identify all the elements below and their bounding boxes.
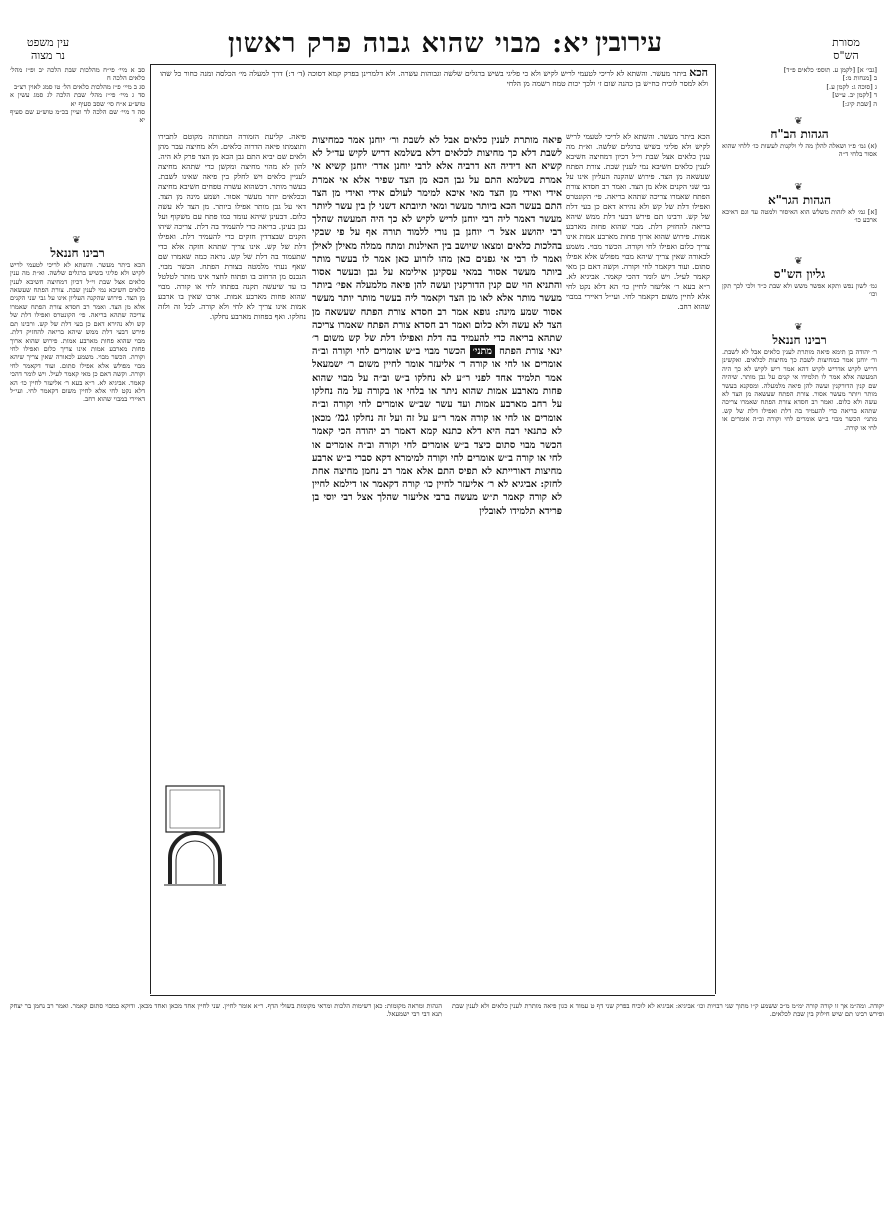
tosafot-line: קמא דסוכה (ד׳ ד:) דרך למעלה מי׳ הכלסה ומנה כחור כל שהו xyxy=(160,69,342,78)
tosafot-line: ולא למסר לוכיח כח״ש בן כהנה שום ז׳ ולכך יכות טמח רשמה מן הלחי xyxy=(506,79,708,88)
bottom-commentary-text: הגהות ומראה מקומות: כאן רשימות הלכות ומראי מקומות בשולי הדף. ר״א אומר לחיין. שני לחיין אחד מכאן ואחד מכאן. ודוקא במבוי סתום קאמר. ואמר רב נחמן בר יצחק תנא דבי רבי ישמעאל. xyxy=(10,1002,442,1019)
tosafot-text: הכא ביתר מעשר. והשתא לא לריכי לטעמי לריש לקיש ולא פליגי בשיש ברגלים שלשה. וא״ת מה ענין כלאים אצל שבת וי״ל דכיון דמחיצה חשיבא לענין כלאים חשיבא נמי לענין שבת. צורת הפתח שעשאה מן הצד. פירוש שהקנה העליון אינו על גבי שני הקנים אלא מן הצד. ואמר רב חסדא צורת הפתח שאמרו צריכה שתהא בריאה. פי׳ הקונטרס ואפילו דלת של קש ולא נהירא דאם כן בעי דלת של קש. ורבינו תם פירש דבעי דלת ממש שיהא בריאה להחזיק דלת. מבוי שהוא פחות מארבע אמות. פירוש שהוא ארוך פחות מארבע אמות אינו צריך כלום ואפילו לחי וקורה. הכשר מבוי. משמע לכאורה שאין צריך שיהא מבוי מפולש אלא אפילו סתום. ועוד דקאמר לחי וקורה. וקשה דאם כן מאי קאמר לעיל. ויש לומר דהכי קאמר. אביגיא לא. ר״א בעא ר׳ אליעזר לחיין כו׳ הא דלא נקט לחי אלא לחיין משום דקאמר לחי. ועי״ל דאיירי במבוי שהוא רחב. xyxy=(566,132,710,311)
tractate-title: עירובין xyxy=(595,28,662,58)
tosafot-dibur-hamatchil: הכא xyxy=(689,68,708,79)
ein-mishpat-entry: סה ד מיי׳ שם הלכה לד ועיין בכ״מ טוש״ע שם סעיף יא xyxy=(10,108,145,125)
commentary-margin-text: הכא ביתר מעשר. והשתא לא לריכי לטעמי לריש לקיש ולא פליגי בשיש ברגלים שלשה. וא״ת מה ענין כלאים אצל שבת וי״ל דכיון דמחיצה חשיבא לענין כלאים חשיבא נמי לענין שבת. צורת הפתח שעשאה מן הצד. פירוש שהקנה העליון אינו על גבי שני הקנים אלא מן הצד. ואמר רב חסדא צורת הפתח שאמרו צריכה שתהא בריאה. פי׳ הקונטרס ואפילו דלת של קש ולא נהירא דאם כן בעי דלת של קש. ורבינו תם פירש דבעי דלת ממש שיהא בריאה להחזיק דלת. מבוי שהוא פחות מארבע אמות. פירוש שהוא ארוך פחות מארבע אמות אינו צריך כלום ואפילו לחי וקורה. הכשר מבוי. משמע לכאורה שאין צריך שיהא מבוי מפולש אלא אפילו סתום. ועוד דקאמר לחי וקורה. וקשה דאם כן מאי קאמר לעיל. ויש לומר דהכי קאמר. אביגיא לא. ר״א בעא ר׳ אליעזר לחיין כו׳ הא דלא נקט לחי אלא לחיין משום דקאמר לחי. ועי״ל דאיירי במבוי שהוא רחב. xyxy=(10,260,145,404)
gilyon-hashas-heading: גליון הש"ס xyxy=(773,267,826,282)
ein-mishpat-entry: סד ג מיי׳ פי״ז מהל׳ שבת הלכה לג סמג עשין א טוש״ע א״ח סי׳ שסב סעיף יא xyxy=(10,91,145,108)
tosafot-column xyxy=(566,132,710,902)
masoret-entry: ב [מנחות מ:] xyxy=(842,74,877,83)
ein-mishpat-column xyxy=(10,66,145,996)
ornament-divider: ❦ xyxy=(794,182,805,194)
gemara-paragraph: אלא אי אמרת אידי ואידי מן הצד מאי איכא למימר לעולם אידי ואידי מן הצד התם בעשר הכא ביותר מעשר ומאי תיובתא דשני לן בין עשר ליותר מעשר דאמר ליה רבי יוחנן לריש לקיש לא כך היה המעשה שהלך רבי יהושע אצל ר׳ יוחנן בן נורי ללמוד תורה אף על פי שבקי בהלכות כלאים ומצאו שיושב בין האילנות ומתח ממלה מאילן לאילן ואמר לו רבי אי גפנים כאן מהו לזרוע כאן אמר לו בעשר מותר ביותר מעשר אסור במאי עסקינן אילימא על גבן ובעשר אסור והתניא xyxy=(312,174,562,292)
ornament-divider: ❦ xyxy=(72,234,83,246)
masoret-entry: ג [סוכה ג: לקמן ע.] xyxy=(826,82,877,91)
ein-mishpat-corner-label: עין משפט נר מצוה xyxy=(26,36,70,62)
bottom-commentary-left xyxy=(10,1002,442,1202)
gemara-column xyxy=(312,134,562,894)
tosafot-line: כי פליגי בשיש ברגלים שלשה וגבוהות עשרה. ולא דלמרינן בפרק xyxy=(343,69,529,78)
doorway-frame-inner xyxy=(170,790,220,828)
gemara-text: מכאן לא כתנאי רבה היא דלא כתנא קמא דאמר רב יהודה הכי קאמר הכשר מבוי סתום כיצד ב״ש אומרים לחי וקורה וב״ה אומרים או לחי או קורה ב״ש אומרים לחי וקורה למימרא דקא סברי ב״ש ארבע מחיצות דאורייתא לא תפיס התם אלא אמר רב נחמן מחיצה אחת xyxy=(312,413,562,478)
doorway-diagram xyxy=(160,772,230,892)
haggahot-bach-heading: הגהות הב"ח xyxy=(770,127,829,142)
page-title: יא: מבוי שהוא גבוה פרק ראשון xyxy=(228,28,590,59)
ein-mishpat-entry: סג ב מיי׳ פ״ז מהלכות כלאים הל׳ טו סמג לאוין רצ״ב xyxy=(14,82,145,91)
ornament-divider: ❦ xyxy=(794,256,805,268)
mishnah-text: הכשר מבוי ב״ש אומרים לחי וקורה וב״ה אומרים או לחי או קורה ר׳ אליעזר אומר לחיין משום ר׳ ישמעאל אמר תלמיד אחד לפני ר״ע לא נחלקו ב״ש וב״ה על מבוי שהוא פחות מארבע אמות שהוא ניתר או בלחי או בקורה על מה נחלקו על רחב מארבע אמות ועד עשר שב״ש אומרים לחי וקורה וב״ה אומרים או לחי או קורה אמר ר״ע על זה ועל זה נחלקו xyxy=(312,346,562,425)
bottom-section-rule xyxy=(150,995,715,996)
rabbeinu-chananel-text: ר׳ יהודה בן תימא פיאה מותרת לענין כלאים אבל לא לשבת. ור׳ יוחנן אמר כמחיצות לשבת כך מחיצות לכלאים. ואקשינן דריש לקיש אדריש לקיש דהא אמר ריש לקיש לא כך היה המעשה אלא אמר לו תלמידו אי קנים על גבן מותר. שיהיה שם קנין הדורקנין ועשה להן פיאה מלמעלה. ומסקנא בעשר מותר ויותר מעשר אסור. צורת הפתח שעשאה מן הצד לא עשה ולא כלום. ואמר רב חסדא צורת הפתח שאמרו צריכה שתהא בריאה כדי להעמיד בה דלת ואפילו דלת של קש. מתני׳ הכשר מבוי ב״ש אומרים לחי וקורה וב״ה אומרים או לחי או קורה. xyxy=(722,348,877,432)
bottom-commentary-right xyxy=(452,1002,884,1202)
mishnah-label: מתני׳ xyxy=(470,345,495,358)
haggahot-gra-heading: הגהות הגר"א xyxy=(767,193,832,208)
rabbeinu-chananel-heading: רבינו חננאל xyxy=(772,333,827,348)
gemara-paragraph: פיאה מותרת לענין כלאים אבל לא לשבת ור׳ יוחנן אמר כמחיצות לשבת דלא כך מחיצות לכלאים דלא בשלמא דריש לקיש עד״ל לא קשיא הא דידיה הא דרביה אלא לרבי יוחנן אדר׳ יוחנן קשיא אי אמרת בשלמא התם על גבן הכא מן הצד שפיר xyxy=(312,135,562,186)
ein-mishpat-entry: סב א מיי׳ פי״ח מהלכות שבת הלכה יב ופ״ז מהל׳ כלאים הלכה ח xyxy=(10,66,145,83)
haggahot-gra-text: [א] גמ׳ לא לזהות משלש הוא האיסור ולמטה עד וגם דאיכא ארבע כו׳ xyxy=(722,208,877,225)
header-rule xyxy=(150,64,715,65)
column-rule-right xyxy=(715,64,716,994)
doorway-diagram-svg xyxy=(160,772,230,892)
doorway-frame-top xyxy=(166,786,224,832)
masoret-corner-label: מסורת הש"ס xyxy=(832,36,860,62)
rashi-text: פיאה. קליעת הזמורה המתותה מקוטם לתבירו ותוצמתו פיאה הדרוה כלאים. ולא מחיצה עבר מהן ולאים שם יביא התם גבן הכא מן הצד פרק לא היה. להון לא מהוי מחיצה ומקשן כדי שתהא מחיצה לעניין כלאים ויש לחלק בין פיאה שאינו לשבת. בעשר מותר. דכשהוא עשרה טפחים חשיבא מחיצה ובכלאים יותר מעשר אסור. ושמע מינה מן הצד. דאי על גבן מותר אפילו ביותר. מן הצד לא עשה כלום. דבעינן שיהא עומד כמו פתח עם משקוף ועל גבן בעינן. בריאה כדי להעמיד בה דלת. צריכה שיהו הקנים שבצדדין חזקים כדי להעמיד דלת. ואפילו דלת של קש. אינו צריך שתהא חזקה אלא כדי שתעמוד בה דלת של קש. נראה כמה שאמרו שם שאף נעתי מלמטה בצורת הפתח. הכשר מבוי. הנכנס מן הרחוב בו ופתוח לחצר אינו מותר לטלטל בו עד שיעשה תקנה בפתחו לחי או קורה. מבוי שהוא פחות מארבע אמות. ארכו שאין בו ארבע אמות אינו צריך לא לחי ולא קורה. לכל זה ולזה נחלקו. ואף בפחות מארבע נחלקו. xyxy=(158,132,306,321)
masoret-entry: ה [שבת קיג:] xyxy=(842,99,877,108)
masoret-entry: ד [לקמן יב. ע״ש] xyxy=(832,91,877,100)
bottom-commentary-text: יקודה. ומה״מ אך זו קורה קורה ימ״מ מ״כ ששמע ק״ו מתוך שני רבויות וכו׳ אביגיא: אביגיא לא לוכיח בפרק שני דף ט עמוד א כגון פיאה מותרת לענין כלאים ולא לענין שבת ופירש רבינו תם שיש חילוק בין שבת לכלאים. xyxy=(452,1002,884,1019)
masoret-column xyxy=(722,66,877,996)
gilyon-hashas-text: גמ׳ לשון נפש ותקא אפשר משש ולא שבת כ״ד ולכי לכך תקן וכו׳ xyxy=(722,282,877,299)
haggahot-bach-text: (א) גמ׳ פ״ו ושאלה להלן מה לי ולקנות לעשות כו׳ ללחי שהוא אסור בלחי ד״ה xyxy=(722,142,877,159)
gemara-closing: לחזק: אביגיא לא ר׳ אליעזר לחיין כו׳ קורה דקאמר או דילמא לחיין לא קורה קאמר ת״ש מעשה ברבי אליעזר שהלך אצל רבי יוסי בן פרידא תלמידו לאובלין xyxy=(312,479,562,517)
ornament-divider: ❦ xyxy=(794,322,805,334)
commentary-heading: רבינו חננאל xyxy=(50,245,105,260)
tosafot-top-block xyxy=(160,68,708,130)
masoret-entry: [גבי׳ א] [לקמן ע. תוספ׳ כלאים פ״ד] xyxy=(783,66,877,74)
gemara-paragraph: הוי שם קנין הדורקנין ועשה להן פיאה מלמעלה אפי׳ ביותר מעשר מותר אלא לאו מן הצד וקאמר ליה בעשר מותר יותר מעשר אסור שמע מינה: גופא אמר רב חסדא צורת הפתח שעשאה מן הצד לא עשה ולא כלום ואמר רב חסדא צורת הפתח שאמרו צריכה שתהא בריאה כדי להעמיד בה דלת ואפילו דלת של קש משום ר׳ ינאי צורת הפתח xyxy=(312,280,562,358)
gemara-label: גמ׳ xyxy=(334,410,349,425)
arch-inner xyxy=(176,841,214,884)
ornament-divider: ❦ xyxy=(794,116,805,128)
tosafot-opening: ביתר מעשר. והשתא לא לריכי לטעמי לריש לקיש ולא xyxy=(530,69,687,78)
column-rule-left xyxy=(150,64,151,994)
